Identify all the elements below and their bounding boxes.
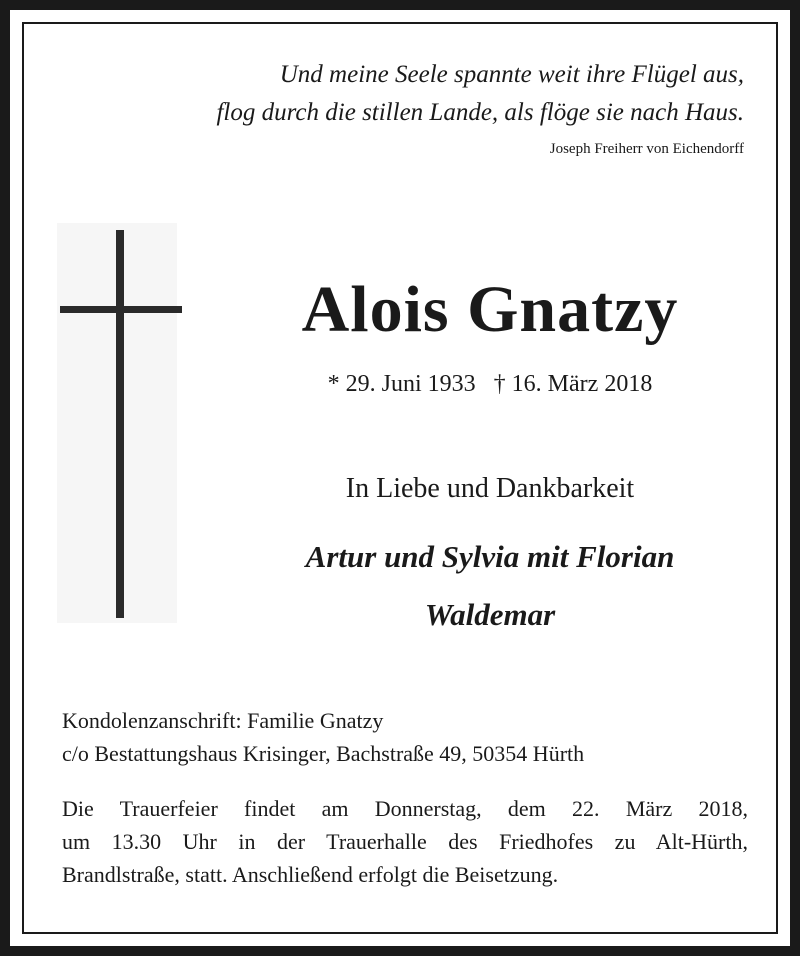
deceased-name: Alois Gnatzy [301, 273, 679, 346]
mourners-names [240, 528, 740, 644]
obituary-notice [10, 10, 790, 946]
condolence-line-2: c/o Bestattungshaus Krisinger, Bachstraße 49, 50354 Hürth [62, 741, 585, 766]
ceremony-line-2: um 13.30 Uhr in der Trauerhalle des Friedhofes zu Alt-Hürth, [62, 829, 748, 854]
condolence-line-1: Kondolenzanschrift: Familie Gnatzy [62, 708, 384, 733]
condolence-address [62, 704, 584, 770]
cross-icon-vertical [116, 230, 124, 618]
ceremony-line-3: Brandlstraße, statt. Anschließend erfolgt die Beisetzung. [62, 862, 559, 887]
mourners-intro: In Liebe und Dankbarkeit [345, 473, 635, 504]
ceremony-line-1: Die Trauerfeier findet am Donnerstag, dem 22. März 2018, [62, 796, 748, 821]
quote-line-1: Und meine Seele spannte weit ihre Flügel aus, [279, 61, 744, 88]
mourners-line-2: Waldemar [424, 597, 556, 632]
ceremony-info [62, 792, 748, 891]
quote-author: Joseph Freiherr von Eichendorff [549, 141, 744, 157]
cross-icon-horizontal [60, 306, 182, 313]
mourners-line-1: Artur und Sylvia mit Florian [305, 539, 675, 574]
quote [216, 56, 744, 132]
life-dates: * 29. Juni 1933 † 16. März 2018 [327, 371, 653, 397]
quote-line-2: flog durch die stillen Lande, als flöge sie nach Haus. [216, 99, 744, 126]
